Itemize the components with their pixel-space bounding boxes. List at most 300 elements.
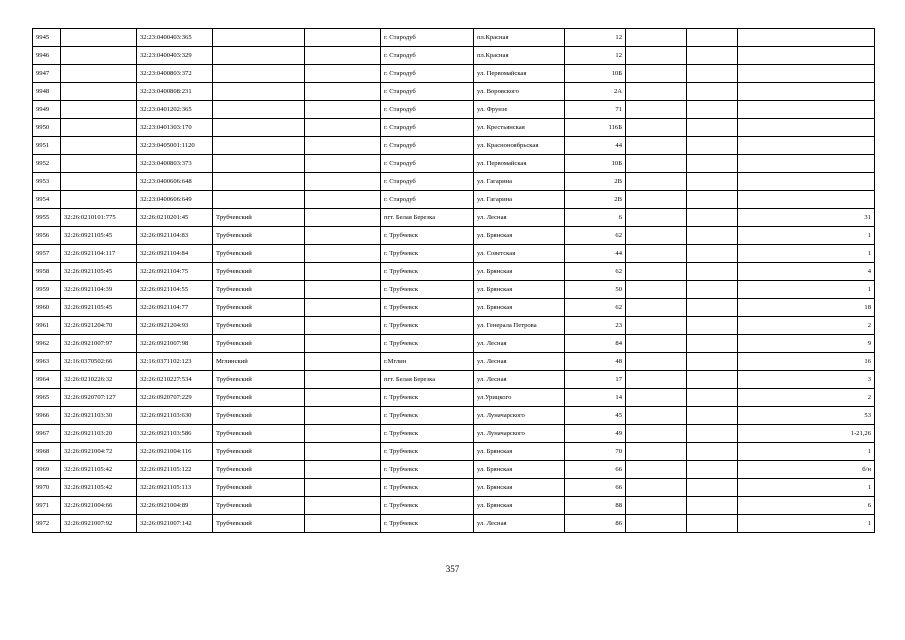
cell-locality: г. Трубчевск	[381, 461, 474, 479]
cell-cadastral-number-object: 32:26:0920707:229	[137, 389, 213, 407]
cell-structure	[687, 191, 738, 209]
cell-apartment: 1	[738, 245, 875, 263]
table-row	[33, 47, 875, 65]
cell-district: Трубчевский	[213, 227, 305, 245]
cell-cadastral-number-parcel: 32:26:0921105:45	[61, 227, 137, 245]
cell-row-number: 9957	[33, 245, 61, 263]
cell-building	[626, 461, 687, 479]
cell-settlement-type	[305, 101, 381, 119]
table-row	[33, 29, 875, 47]
cell-district: Трубчевский	[213, 317, 305, 335]
cell-building	[626, 191, 687, 209]
table-row	[33, 245, 875, 263]
cell-row-number: 9961	[33, 317, 61, 335]
cell-locality: г. Трубчевск	[381, 515, 474, 533]
cell-cadastral-number-parcel: 32:26:0921103:20	[61, 425, 137, 443]
cell-locality: г. Стародуб	[381, 119, 474, 137]
cell-street: ул. Брянская	[474, 461, 565, 479]
cell-district: Трубчевский	[213, 263, 305, 281]
cell-cadastral-number-object: 32:23:0400403:329	[137, 47, 213, 65]
cell-building	[626, 245, 687, 263]
cell-cadastral-number-parcel	[61, 101, 137, 119]
cell-row-number: 9959	[33, 281, 61, 299]
cell-apartment: 18	[738, 299, 875, 317]
cell-street: ул. Крестьянская	[474, 119, 565, 137]
cell-cadastral-number-object: 32:26:0921204:93	[137, 317, 213, 335]
cell-settlement-type	[305, 515, 381, 533]
cell-district: Трубчевский	[213, 299, 305, 317]
cell-cadastral-number-parcel: 32:26:0921105:45	[61, 299, 137, 317]
cell-street: ул. Лесная	[474, 353, 565, 371]
cell-structure	[687, 173, 738, 191]
cell-structure	[687, 101, 738, 119]
cell-house-number: 88	[565, 497, 626, 515]
cell-district: Трубчевский	[213, 335, 305, 353]
cell-row-number: 9968	[33, 443, 61, 461]
cell-street: ул. Брянская	[474, 497, 565, 515]
cell-house-number: 62	[565, 299, 626, 317]
cell-locality: г. Трубчевск	[381, 299, 474, 317]
cell-house-number: 2В	[565, 173, 626, 191]
table-row	[33, 443, 875, 461]
cell-settlement-type	[305, 209, 381, 227]
cell-cadastral-number-parcel	[61, 65, 137, 83]
cell-house-number: 6	[565, 209, 626, 227]
cell-building	[626, 407, 687, 425]
cell-structure	[687, 155, 738, 173]
register-table	[32, 28, 875, 533]
cell-locality: г. Стародуб	[381, 173, 474, 191]
table-row	[33, 389, 875, 407]
table-row	[33, 209, 875, 227]
cell-apartment	[738, 101, 875, 119]
cell-cadastral-number-parcel: 32:26:0210226:32	[61, 371, 137, 389]
cell-structure	[687, 245, 738, 263]
cell-settlement-type	[305, 425, 381, 443]
cell-locality: г. Трубчевск	[381, 497, 474, 515]
cell-cadastral-number-parcel: 32:26:0921004:66	[61, 497, 137, 515]
cell-cadastral-number-object: 32:26:0921004:116	[137, 443, 213, 461]
cell-house-number: 49	[565, 425, 626, 443]
cell-cadastral-number-parcel	[61, 47, 137, 65]
cell-house-number: 116Б	[565, 119, 626, 137]
cell-cadastral-number-parcel	[61, 191, 137, 209]
cell-cadastral-number-object: 32:26:0921104:84	[137, 245, 213, 263]
cell-house-number: 10Б	[565, 155, 626, 173]
cell-building	[626, 65, 687, 83]
cell-cadastral-number-object: 32:26:0921103:630	[137, 407, 213, 425]
cell-house-number: 10Б	[565, 65, 626, 83]
cell-cadastral-number-object: 32:23:0400606:648	[137, 173, 213, 191]
cell-cadastral-number-parcel: 32:26:0921105:45	[61, 263, 137, 281]
table-row	[33, 299, 875, 317]
cell-district: Трубчевский	[213, 497, 305, 515]
cell-house-number: 62	[565, 227, 626, 245]
cell-structure	[687, 263, 738, 281]
cell-locality: г. Трубчевск	[381, 263, 474, 281]
cell-cadastral-number-object: 32:23:0400808:231	[137, 83, 213, 101]
cell-cadastral-number-parcel: 32:26:0920707:127	[61, 389, 137, 407]
table-row	[33, 425, 875, 443]
cell-district	[213, 83, 305, 101]
cell-row-number: 9952	[33, 155, 61, 173]
cell-structure	[687, 335, 738, 353]
cell-street: ул. Лесная	[474, 209, 565, 227]
cell-house-number: 84	[565, 335, 626, 353]
cell-row-number: 9969	[33, 461, 61, 479]
table-row	[33, 227, 875, 245]
cell-street: ул. Луначарского	[474, 407, 565, 425]
cell-cadastral-number-object: 32:26:0921004:89	[137, 497, 213, 515]
cell-building	[626, 371, 687, 389]
cell-district: Трубчевский	[213, 425, 305, 443]
cell-locality: г. Трубчевск	[381, 407, 474, 425]
cell-settlement-type	[305, 29, 381, 47]
cell-building	[626, 425, 687, 443]
cell-district: Трубчевский	[213, 461, 305, 479]
cell-cadastral-number-parcel: 32:26:0921105:42	[61, 479, 137, 497]
cell-locality: г. Стародуб	[381, 83, 474, 101]
cell-settlement-type	[305, 299, 381, 317]
cell-settlement-type	[305, 47, 381, 65]
cell-street: ул. Лесная	[474, 335, 565, 353]
cell-cadastral-number-parcel: 32:26:0921007:97	[61, 335, 137, 353]
table-row	[33, 101, 875, 119]
cell-locality: г. Стародуб	[381, 191, 474, 209]
cell-district: Трубчевский	[213, 371, 305, 389]
cell-street: ул. Брянская	[474, 299, 565, 317]
cell-building	[626, 29, 687, 47]
cell-structure	[687, 425, 738, 443]
cell-cadastral-number-object: 32:23:0401202:365	[137, 101, 213, 119]
cell-district: Мглинский	[213, 353, 305, 371]
table-row	[33, 83, 875, 101]
cell-row-number: 9960	[33, 299, 61, 317]
cell-district	[213, 173, 305, 191]
cell-settlement-type	[305, 317, 381, 335]
cell-row-number: 9945	[33, 29, 61, 47]
cell-cadastral-number-parcel	[61, 119, 137, 137]
cell-house-number: 71	[565, 101, 626, 119]
cell-cadastral-number-object: 32:26:0921104:83	[137, 227, 213, 245]
table-row	[33, 461, 875, 479]
cell-settlement-type	[305, 335, 381, 353]
cell-house-number: 44	[565, 137, 626, 155]
cell-structure	[687, 317, 738, 335]
cell-building	[626, 209, 687, 227]
cell-street: ул. Лесная	[474, 371, 565, 389]
cell-building	[626, 299, 687, 317]
cell-district: Трубчевский	[213, 443, 305, 461]
cell-apartment	[738, 83, 875, 101]
cell-structure	[687, 47, 738, 65]
cell-house-number: 17	[565, 371, 626, 389]
cell-cadastral-number-parcel: 32:26:0921007:92	[61, 515, 137, 533]
cell-apartment	[738, 137, 875, 155]
cell-apartment: 1-21,26	[738, 425, 875, 443]
cell-apartment: 1	[738, 227, 875, 245]
cell-building	[626, 515, 687, 533]
table-row	[33, 191, 875, 209]
cell-district	[213, 119, 305, 137]
cell-apartment: 2	[738, 389, 875, 407]
cell-apartment: 1	[738, 281, 875, 299]
cell-apartment: 2	[738, 317, 875, 335]
cell-locality: г. Трубчевск	[381, 317, 474, 335]
cell-locality: г. Трубчевск	[381, 479, 474, 497]
cell-house-number: 66	[565, 479, 626, 497]
cell-street: ул. Лесная	[474, 515, 565, 533]
cell-settlement-type	[305, 83, 381, 101]
cell-street: ул. Брянская	[474, 443, 565, 461]
table-row	[33, 479, 875, 497]
cell-district: Трубчевский	[213, 281, 305, 299]
cell-settlement-type	[305, 65, 381, 83]
cell-settlement-type	[305, 497, 381, 515]
cell-row-number: 9958	[33, 263, 61, 281]
cell-building	[626, 47, 687, 65]
cell-house-number: 14	[565, 389, 626, 407]
table-row	[33, 371, 875, 389]
cell-cadastral-number-object: 32:23:0400606:649	[137, 191, 213, 209]
cell-building	[626, 389, 687, 407]
cell-apartment	[738, 47, 875, 65]
cell-apartment: 6	[738, 497, 875, 515]
cell-structure	[687, 353, 738, 371]
cell-settlement-type	[305, 119, 381, 137]
cell-apartment: 31	[738, 209, 875, 227]
cell-settlement-type	[305, 353, 381, 371]
cell-settlement-type	[305, 281, 381, 299]
cell-cadastral-number-object: 32:23:0400803:373	[137, 155, 213, 173]
cell-row-number: 9956	[33, 227, 61, 245]
cell-locality: г.Мглин	[381, 353, 474, 371]
cell-house-number: 2А	[565, 83, 626, 101]
cell-row-number: 9971	[33, 497, 61, 515]
cell-settlement-type	[305, 191, 381, 209]
cell-row-number: 9947	[33, 65, 61, 83]
cell-house-number: 48	[565, 353, 626, 371]
cell-cadastral-number-parcel	[61, 83, 137, 101]
cell-district: Трубчевский	[213, 479, 305, 497]
cell-building	[626, 479, 687, 497]
cell-locality: г. Трубчевск	[381, 443, 474, 461]
cell-structure	[687, 119, 738, 137]
cell-building	[626, 101, 687, 119]
cell-house-number: 12	[565, 29, 626, 47]
cell-cadastral-number-parcel	[61, 173, 137, 191]
cell-district	[213, 101, 305, 119]
cell-structure	[687, 281, 738, 299]
cell-house-number: 45	[565, 407, 626, 425]
cell-cadastral-number-parcel	[61, 29, 137, 47]
cell-apartment	[738, 173, 875, 191]
cell-row-number: 9967	[33, 425, 61, 443]
cell-street: ул. Гагарина	[474, 191, 565, 209]
cell-street: ул. Фрунзе	[474, 101, 565, 119]
cell-structure	[687, 389, 738, 407]
cell-row-number: 9964	[33, 371, 61, 389]
cell-apartment: 4	[738, 263, 875, 281]
cell-building	[626, 443, 687, 461]
cell-structure	[687, 65, 738, 83]
cell-row-number: 9955	[33, 209, 61, 227]
cell-settlement-type	[305, 461, 381, 479]
table-row	[33, 317, 875, 335]
cell-locality: г. Стародуб	[381, 47, 474, 65]
cell-cadastral-number-parcel: 32:26:0210101:775	[61, 209, 137, 227]
cell-row-number: 9965	[33, 389, 61, 407]
cell-building	[626, 137, 687, 155]
cell-settlement-type	[305, 443, 381, 461]
cell-district: Трубчевский	[213, 515, 305, 533]
cell-settlement-type	[305, 227, 381, 245]
cell-building	[626, 317, 687, 335]
cell-row-number: 9949	[33, 101, 61, 119]
cell-street: ул. Генерала Петрова	[474, 317, 565, 335]
cell-district	[213, 191, 305, 209]
cell-locality: г. Трубчевск	[381, 389, 474, 407]
cell-apartment: 1	[738, 515, 875, 533]
cell-apartment	[738, 29, 875, 47]
cell-locality: г. Стародуб	[381, 137, 474, 155]
page-number: 357	[445, 564, 460, 574]
cell-district	[213, 137, 305, 155]
cell-structure	[687, 461, 738, 479]
cell-settlement-type	[305, 263, 381, 281]
cell-building	[626, 227, 687, 245]
cell-locality: г. Трубчевск	[381, 245, 474, 263]
cell-street: ул. Брянская	[474, 479, 565, 497]
cell-row-number: 9962	[33, 335, 61, 353]
cell-structure	[687, 443, 738, 461]
cell-building	[626, 263, 687, 281]
cell-district	[213, 155, 305, 173]
cell-district: Трубчевский	[213, 209, 305, 227]
cell-row-number: 9953	[33, 173, 61, 191]
cell-apartment: 9	[738, 335, 875, 353]
cell-building	[626, 335, 687, 353]
cell-house-number: 62	[565, 263, 626, 281]
cell-house-number: 50	[565, 281, 626, 299]
cell-cadastral-number-object: 32:23:0401303:170	[137, 119, 213, 137]
cell-cadastral-number-object: 32:23:0400403:365	[137, 29, 213, 47]
cell-cadastral-number-parcel: 32:26:0921104:39	[61, 281, 137, 299]
cell-structure	[687, 227, 738, 245]
table-row	[33, 497, 875, 515]
register-table-body	[33, 29, 875, 533]
cell-street: пл.Красная	[474, 47, 565, 65]
cell-cadastral-number-object: 32:26:0921104:77	[137, 299, 213, 317]
cell-apartment: 1	[738, 479, 875, 497]
cell-building	[626, 353, 687, 371]
cell-building	[626, 281, 687, 299]
cell-cadastral-number-object: 32:16:0371102:123	[137, 353, 213, 371]
cell-street: ул. Первомайская	[474, 155, 565, 173]
table-row	[33, 407, 875, 425]
cell-cadastral-number-object: 32:26:0921104:75	[137, 263, 213, 281]
cell-cadastral-number-object: 32:26:0921105:122	[137, 461, 213, 479]
cell-cadastral-number-object: 32:26:0921104:55	[137, 281, 213, 299]
cell-cadastral-number-parcel: 32:16:0370502:66	[61, 353, 137, 371]
cell-apartment	[738, 65, 875, 83]
cell-row-number: 9946	[33, 47, 61, 65]
cell-cadastral-number-parcel: 32:26:0921104:117	[61, 245, 137, 263]
table-row	[33, 155, 875, 173]
cell-house-number: 2В	[565, 191, 626, 209]
cell-house-number: 86	[565, 515, 626, 533]
cell-structure	[687, 299, 738, 317]
table-row	[33, 263, 875, 281]
cell-apartment: 53	[738, 407, 875, 425]
cell-district	[213, 47, 305, 65]
cell-district: Трубчевский	[213, 389, 305, 407]
cell-street: ул. Красноноябрьская	[474, 137, 565, 155]
cell-street: ул.Урицкого	[474, 389, 565, 407]
cell-row-number: 9948	[33, 83, 61, 101]
cell-structure	[687, 371, 738, 389]
cell-settlement-type	[305, 173, 381, 191]
table-row	[33, 353, 875, 371]
cell-house-number: 66	[565, 461, 626, 479]
table-row	[33, 515, 875, 533]
cell-settlement-type	[305, 137, 381, 155]
table-row	[33, 119, 875, 137]
cell-row-number: 9970	[33, 479, 61, 497]
cell-settlement-type	[305, 155, 381, 173]
cell-locality: г. Стародуб	[381, 101, 474, 119]
cell-cadastral-number-parcel: 32:26:0921204:70	[61, 317, 137, 335]
cell-building	[626, 173, 687, 191]
cell-street: ул. Воровского	[474, 83, 565, 101]
cell-row-number: 9963	[33, 353, 61, 371]
cell-settlement-type	[305, 389, 381, 407]
cell-apartment: 1	[738, 443, 875, 461]
cell-house-number: 12	[565, 47, 626, 65]
cell-street: ул. Брянская	[474, 227, 565, 245]
cell-district: Трубчевский	[213, 245, 305, 263]
cell-house-number: 70	[565, 443, 626, 461]
cell-street: ул. Луначарского	[474, 425, 565, 443]
cell-street: ул. Первомайская	[474, 65, 565, 83]
cell-street: ул. Брянская	[474, 263, 565, 281]
cell-structure	[687, 497, 738, 515]
cell-building	[626, 119, 687, 137]
cell-locality: г. Стародуб	[381, 29, 474, 47]
cell-street: ул. Советская	[474, 245, 565, 263]
cell-cadastral-number-parcel	[61, 137, 137, 155]
cell-district	[213, 65, 305, 83]
cell-structure	[687, 137, 738, 155]
cell-building	[626, 83, 687, 101]
cell-row-number: 9950	[33, 119, 61, 137]
cell-apartment: 3	[738, 371, 875, 389]
cell-row-number: 9966	[33, 407, 61, 425]
cell-cadastral-number-object: 32:23:0405001:1120	[137, 137, 213, 155]
cell-cadastral-number-object: 32:26:0921007:142	[137, 515, 213, 533]
table-row	[33, 281, 875, 299]
cell-structure	[687, 29, 738, 47]
cell-apartment: 16	[738, 353, 875, 371]
table-row	[33, 65, 875, 83]
cell-structure	[687, 209, 738, 227]
cell-street: пл.Красная	[474, 29, 565, 47]
cell-row-number: 9951	[33, 137, 61, 155]
table-row	[33, 173, 875, 191]
cell-settlement-type	[305, 479, 381, 497]
cell-cadastral-number-object: 32:26:0921105:113	[137, 479, 213, 497]
cell-building	[626, 497, 687, 515]
